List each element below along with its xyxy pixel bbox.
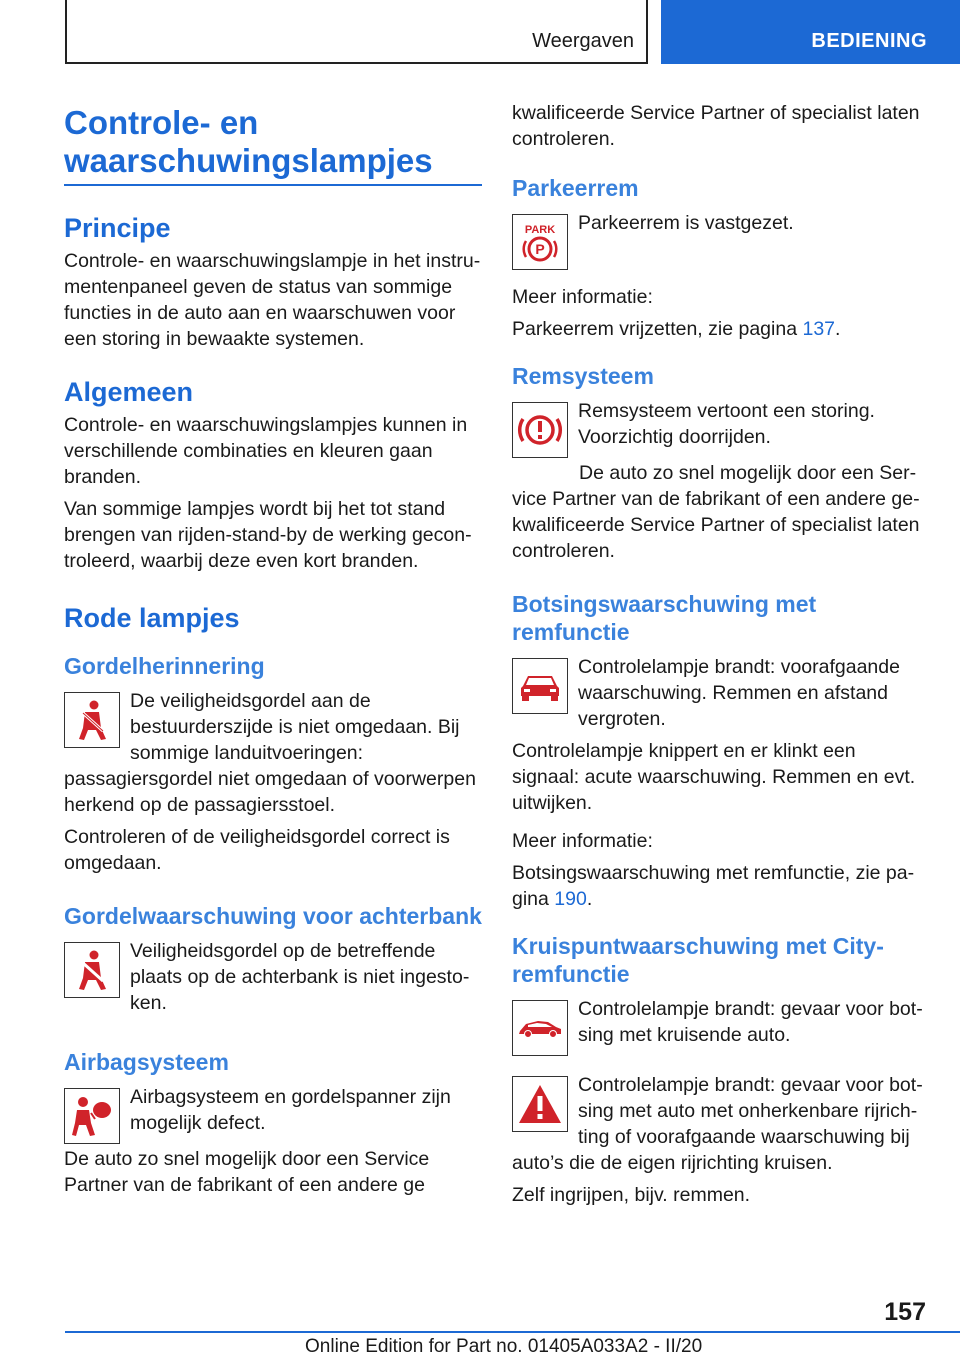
principe-text: Controle- en waarschuwingslampje in het instrumentenpaneel geven de status van sommige functies in de auto aan en waarschuwen voor een storing in bewaakte systemen. xyxy=(64,250,481,350)
gordelherinnering-text-1: De veiligheidsgordel aan de bestuurderszijde is niet omgedaan. Bij sommige landuitvoeringen: passagiersgordel niet omgedaan of voorwerpen herkend op de passagiersstoel. xyxy=(64,690,476,816)
lamp-kruispuntwaarschuwing-2 xyxy=(512,1072,926,1182)
remsysteem-text-2: De auto zo snel mogelijk door een Service Partner van de fabrikant of een andere gekwalificeerde Service Partner of specialist laten controleren. xyxy=(512,462,920,562)
heading-remsysteem: Remsysteem xyxy=(512,363,654,389)
remsysteem-text-1: Remsysteem vertoont een storing. Voorzichtig doorrijden. xyxy=(578,400,875,448)
parkeerrem-reference-dot: . xyxy=(835,318,841,340)
header-chapter-label: BEDIENING xyxy=(811,30,927,52)
lamp-gordelherinnering xyxy=(64,688,482,824)
seatbelt-icon xyxy=(64,942,120,998)
car-side-icon xyxy=(512,1000,568,1056)
right-column xyxy=(512,100,926,1214)
botsingswaarschuwing-more-info: Meer informatie: xyxy=(512,830,653,852)
airbagsysteem-text-1: Airbagsysteem en gordelspanner zijn mogelijk defect. xyxy=(130,1086,451,1134)
botsingswaarschuwing-page-link[interactable]: 190 xyxy=(554,888,587,910)
parkeerrem-text: Parkeerrem is vastgezet. xyxy=(578,212,794,234)
svg-text:P: P xyxy=(535,241,545,257)
heading-rode-lampjes: Rode lampjes xyxy=(64,603,240,633)
lamp-airbagsysteem xyxy=(64,1084,482,1146)
brake-warning-icon xyxy=(512,402,568,458)
airbag-icon xyxy=(64,1088,120,1144)
botsingswaarschuwing-reference xyxy=(512,860,926,912)
algemeen-text-1: Controle- en waarschuwingslampjes kunnen in verschillende combinaties en kleuren gaan branden. xyxy=(64,414,468,488)
footer-divider xyxy=(65,1331,960,1333)
heading-airbagsysteem: Airbagsysteem xyxy=(64,1049,229,1075)
heading-gordelherinnering: Gordelherinnering xyxy=(64,653,265,679)
heading-kruispuntwaarschuwing: Kruispuntwaarschuwing met City-remfunctie xyxy=(512,933,884,987)
airbagsysteem-text-continued: kwalificeerde Service Partner of specialist laten controleren. xyxy=(512,102,920,150)
botsingswaarschuwing-text-2: Controlelampje knippert en er klinkt een signaal: acute waarschuwing. Remmen en evt. uitwijken. xyxy=(512,740,916,814)
lamp-remsysteem xyxy=(512,398,926,460)
parkeerrem-more-info: Meer informatie: xyxy=(512,286,653,308)
botsingswaarschuwing-reference-text: Botsingswaarschuwing met remfunctie, zie pagina xyxy=(512,862,915,910)
gordelwaarschuwing-achterbank-text: Veiligheidsgordel op de betreffende plaats op de achterbank is niet ingestoken. xyxy=(130,940,470,1014)
kruispuntwaarschuwing-text-2: Controlelampje brandt: gevaar voor botsing met auto met onherkenbare rijrichting of voorafgaande waarschuwing bij auto’s die de eigen rijrichting kruisen. xyxy=(512,1074,923,1174)
heading-principe: Principe xyxy=(64,213,171,243)
heading-algemeen: Algemeen xyxy=(64,377,194,407)
parkeerrem-reference-text: Parkeerrem vrijzetten, zie pagina xyxy=(512,318,803,340)
lamp-parkeerrem xyxy=(512,210,926,272)
parking-brake-icon xyxy=(512,214,568,270)
botsingswaarschuwing-reference-dot: . xyxy=(586,888,593,910)
footer-edition: Online Edition for Part no. 01405A033A2 - II/20 xyxy=(305,1336,703,1357)
lamp-botsingswaarschuwing xyxy=(512,654,926,738)
parking-brake-icon-label: PARK xyxy=(524,224,556,236)
header-section-box xyxy=(65,0,648,64)
heading-gordelwaarschuwing-achterbank: Gordelwaarschuwing voor achterbank xyxy=(64,903,482,929)
kruispuntwaarschuwing-text-3: Zelf ingrijpen, bijv. remmen. xyxy=(512,1184,751,1206)
car-front-icon xyxy=(512,658,568,714)
page-title: Controle- en waarschuwingslampjes xyxy=(64,104,482,186)
parkeerrem-page-link[interactable]: 137 xyxy=(802,318,836,340)
seatbelt-icon xyxy=(64,692,120,748)
heading-parkeerrem: Parkeerrem xyxy=(512,175,639,201)
header-chapter-tab xyxy=(661,0,960,64)
heading-botsingswaarschuwing: Botsingswaarschuwing met remfunctie xyxy=(512,591,817,645)
algemeen-text-2: Van sommige lampjes wordt bij het tot stand brengen van rijden-stand-by de werking gecontroleerd, waarbij deze even kort branden. xyxy=(64,498,472,572)
warning-triangle-icon xyxy=(512,1076,568,1132)
header-section-label: Weergaven xyxy=(532,30,634,52)
gordelherinnering-text-2: Controleren of de veiligheidsgordel correct is omgedaan. xyxy=(64,826,450,874)
lamp-kruispuntwaarschuwing-1 xyxy=(512,996,926,1058)
lamp-gordelwaarschuwing-achterbank xyxy=(64,938,482,1022)
botsingswaarschuwing-text-1: Controlelampje brandt: voorafgaande waarschuwing. Remmen en afstand vergroten. xyxy=(578,656,900,730)
kruispuntwaarschuwing-text-1: Controlelampje brandt: gevaar voor botsing met kruisende auto. xyxy=(578,998,923,1046)
parkeerrem-reference xyxy=(512,316,926,342)
left-column xyxy=(64,100,482,1204)
page-number: 157 xyxy=(884,1298,926,1326)
airbagsysteem-text-2: De auto zo snel mogelijk door een Service Partner van de fabrikant of een andere ge xyxy=(64,1148,430,1196)
